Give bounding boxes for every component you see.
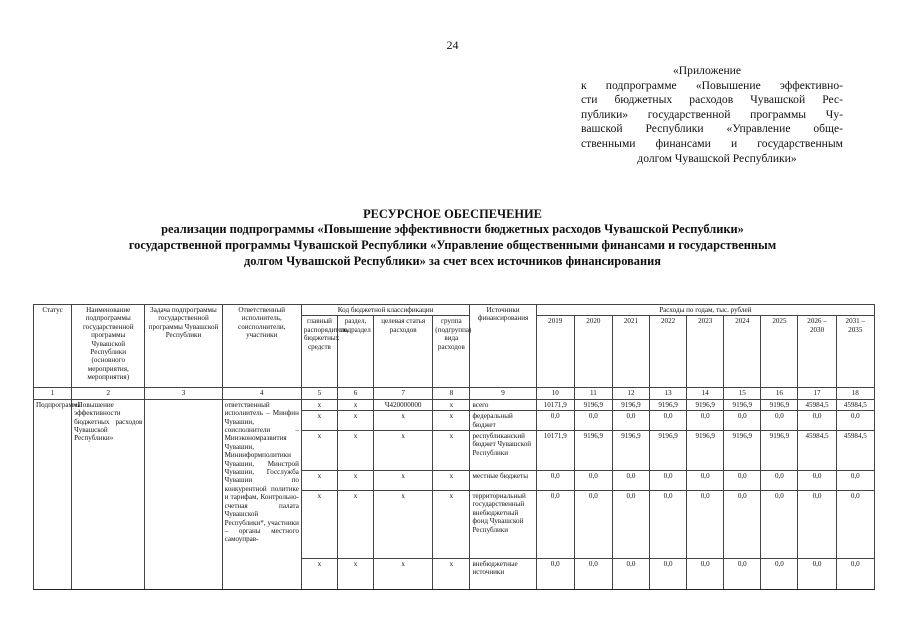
cell-value: 0,0: [650, 471, 687, 491]
cell-value: 0,0: [724, 471, 761, 491]
cell-value: 0,0: [536, 559, 574, 590]
cell-value: 0,0: [761, 559, 798, 590]
cell-value: 0,0: [687, 559, 724, 590]
column-number: 8: [433, 388, 470, 399]
cell-value: 9196,9: [574, 399, 612, 410]
cell-value: 9196,9: [761, 399, 798, 410]
cell-rz: х: [337, 491, 373, 559]
header-code-gr: главный распорядитель бюджетных средств: [301, 316, 337, 388]
cell-rz: х: [337, 559, 373, 590]
cell-vr: х: [433, 411, 470, 431]
cell-value: 0,0: [836, 491, 874, 559]
document-subtitle-line: государственной программы Чувашской Республики «Управление общественными финансами и государственным: [128, 238, 777, 252]
cell-source: внебюджетные источники: [470, 559, 536, 590]
header-year: 2022: [650, 316, 687, 388]
column-number: 5: [301, 388, 337, 399]
cell-value: 9196,9: [687, 431, 724, 471]
column-number: 18: [836, 388, 874, 399]
cell-vr: х: [433, 559, 470, 590]
cell-value: 0,0: [574, 559, 612, 590]
header-years-group: Расходы по годам, тыс. рублей: [536, 305, 874, 316]
appendix-line: публики» государственной программы Чу-: [581, 107, 843, 121]
header-code-group: Код бюджетной классификации: [301, 305, 470, 316]
column-number: 12: [612, 388, 649, 399]
table-row: [34, 399, 875, 410]
appendix-line: вашской Республики «Управление обще-: [581, 122, 843, 136]
column-number: 3: [145, 388, 222, 399]
cell-rz: х: [337, 431, 373, 471]
row-name: «Повышение эффективности бюджетных расходов Чувашской Республики»: [72, 399, 145, 589]
cell-gr: х: [301, 471, 337, 491]
cell-value: 0,0: [687, 491, 724, 559]
cell-rz: х: [337, 471, 373, 491]
cell-value: 0,0: [798, 559, 836, 590]
cell-rz: х: [337, 411, 373, 431]
cell-cs: х: [374, 471, 433, 491]
cell-value: 9196,9: [574, 431, 612, 471]
cell-cs: х: [374, 559, 433, 590]
cell-cs: х: [374, 411, 433, 431]
row-task: [145, 399, 222, 589]
cell-value: 10171,9: [536, 399, 574, 410]
header-year: 2020: [574, 316, 612, 388]
cell-value: 0,0: [536, 411, 574, 431]
cell-value: 0,0: [574, 411, 612, 431]
cell-value: 0,0: [798, 491, 836, 559]
cell-value: 0,0: [798, 471, 836, 491]
cell-value: 9196,9: [650, 399, 687, 410]
cell-gr: х: [301, 411, 337, 431]
cell-gr: х: [301, 491, 337, 559]
cell-gr: х: [301, 559, 337, 590]
cell-source: местные бюджеты: [470, 471, 536, 491]
cell-vr: х: [433, 399, 470, 410]
header-year: 2026 – 2030: [798, 316, 836, 388]
header-status: Статус: [34, 305, 72, 388]
cell-value: 0,0: [650, 491, 687, 559]
cell-value: 9196,9: [724, 431, 761, 471]
cell-value: 45984,5: [798, 431, 836, 471]
cell-value: 10171,9: [536, 431, 574, 471]
cell-value: 0,0: [650, 411, 687, 431]
header-sources: Источники финансирования: [470, 305, 536, 388]
cell-value: 0,0: [836, 559, 874, 590]
cell-value: 0,0: [612, 559, 649, 590]
cell-value: 0,0: [761, 491, 798, 559]
cell-gr: х: [301, 431, 337, 471]
column-number: 16: [761, 388, 798, 399]
cell-value: 0,0: [724, 411, 761, 431]
appendix-line: к подпрограмме «Повышение эффективно-: [581, 78, 843, 92]
cell-source: территориальный государственный внебюджетный фонд Чувашской Республики: [470, 491, 536, 559]
cell-value: 0,0: [836, 411, 874, 431]
header-year: 2031 – 2035: [836, 316, 874, 388]
document-title: РЕСУРСНОЕ ОБЕСПЕЧЕНИЕ: [363, 207, 542, 221]
cell-value: 9196,9: [650, 431, 687, 471]
header-code-rz: раздел, подраздел: [337, 316, 373, 388]
appendix-note: [581, 64, 843, 166]
cell-value: 45984,5: [798, 399, 836, 410]
cell-value: 9196,9: [724, 399, 761, 410]
row-status: Подпрограмма: [34, 399, 72, 589]
column-number: 7: [374, 388, 433, 399]
document-subtitle-line: реализации подпрограммы «Повышение эффективности бюджетных расходов Чувашской Республики»: [161, 222, 744, 236]
cell-cs: Ч420000000: [374, 399, 433, 410]
cell-value: 0,0: [798, 411, 836, 431]
column-number: 6: [337, 388, 373, 399]
document-subtitle-line: долгом Чувашской Республики» за счет всех источников финансирования: [244, 254, 661, 268]
cell-value: 0,0: [612, 471, 649, 491]
column-number: 10: [536, 388, 574, 399]
cell-source: республиканский бюджет Чувашской Республики: [470, 431, 536, 471]
cell-value: 0,0: [836, 471, 874, 491]
header-year: 2025: [761, 316, 798, 388]
appendix-line: сти бюджетных расходов Чувашской Рес-: [581, 93, 843, 107]
column-number: 11: [574, 388, 612, 399]
cell-value: 0,0: [724, 559, 761, 590]
header-code-cs: целевая статья расходов: [374, 316, 433, 388]
cell-value: 0,0: [724, 491, 761, 559]
header-year: 2023: [687, 316, 724, 388]
cell-value: 0,0: [761, 411, 798, 431]
cell-vr: х: [433, 431, 470, 471]
cell-value: 45984,5: [836, 399, 874, 410]
header-year: 2021: [612, 316, 649, 388]
column-number: 2: [72, 388, 145, 399]
cell-vr: х: [433, 471, 470, 491]
appendix-line: долгом Чувашской Республики»: [637, 151, 797, 165]
cell-value: 45984,5: [836, 431, 874, 471]
cell-value: 9196,9: [687, 399, 724, 410]
column-number: 14: [687, 388, 724, 399]
cell-value: 0,0: [612, 411, 649, 431]
header-year: 2024: [724, 316, 761, 388]
header-responsible: Ответственный исполнитель, соисполнители, участники: [222, 305, 301, 388]
cell-value: 0,0: [574, 491, 612, 559]
cell-gr: х: [301, 399, 337, 410]
cell-vr: х: [433, 491, 470, 559]
column-number: 9: [470, 388, 536, 399]
cell-value: 0,0: [687, 411, 724, 431]
cell-value: 0,0: [536, 471, 574, 491]
cell-value: 0,0: [687, 471, 724, 491]
appendix-line: ственными финансами и государственным: [581, 136, 843, 150]
cell-source: федеральный бюджет: [470, 411, 536, 431]
cell-value: 9196,9: [761, 431, 798, 471]
column-number: 1: [34, 388, 72, 399]
column-number: 4: [222, 388, 301, 399]
cell-cs: х: [374, 431, 433, 471]
header-year: 2019: [536, 316, 574, 388]
cell-rz: х: [337, 399, 373, 410]
row-responsible: ответственный исполнитель – Минфин Чувашии, соисполнители – Минэкономразвития Чувашии, Мининформполитики Чувашии, Минстрой Чувашии, Госслужба Чувашии по конкурентной политике и тарифам, Контрольно-счетная палата Чувашской Республики*, участники – органы местного самоуправ-: [222, 399, 301, 589]
cell-source: всего: [470, 399, 536, 410]
cell-value: 9196,9: [612, 399, 649, 410]
resource-table: [33, 304, 875, 590]
cell-value: 0,0: [650, 559, 687, 590]
column-number: 13: [650, 388, 687, 399]
page-number: 24: [446, 38, 459, 52]
header-code-vr: группа (подгруппа) вида расходов: [433, 316, 470, 388]
column-number: 15: [724, 388, 761, 399]
cell-value: 9196,9: [612, 431, 649, 471]
column-number: 17: [798, 388, 836, 399]
cell-value: 0,0: [612, 491, 649, 559]
cell-value: 0,0: [574, 471, 612, 491]
appendix-line: «Приложение: [673, 64, 742, 77]
header-task: Задача подпрограммы государственной программы Чувашской Республики: [145, 305, 222, 388]
cell-value: 0,0: [536, 491, 574, 559]
cell-value: 0,0: [761, 471, 798, 491]
header-name: Наименование подпрограммы государственной программы Чувашской Республики (основного мероприятия, мероприятия): [72, 305, 145, 388]
cell-cs: х: [374, 491, 433, 559]
